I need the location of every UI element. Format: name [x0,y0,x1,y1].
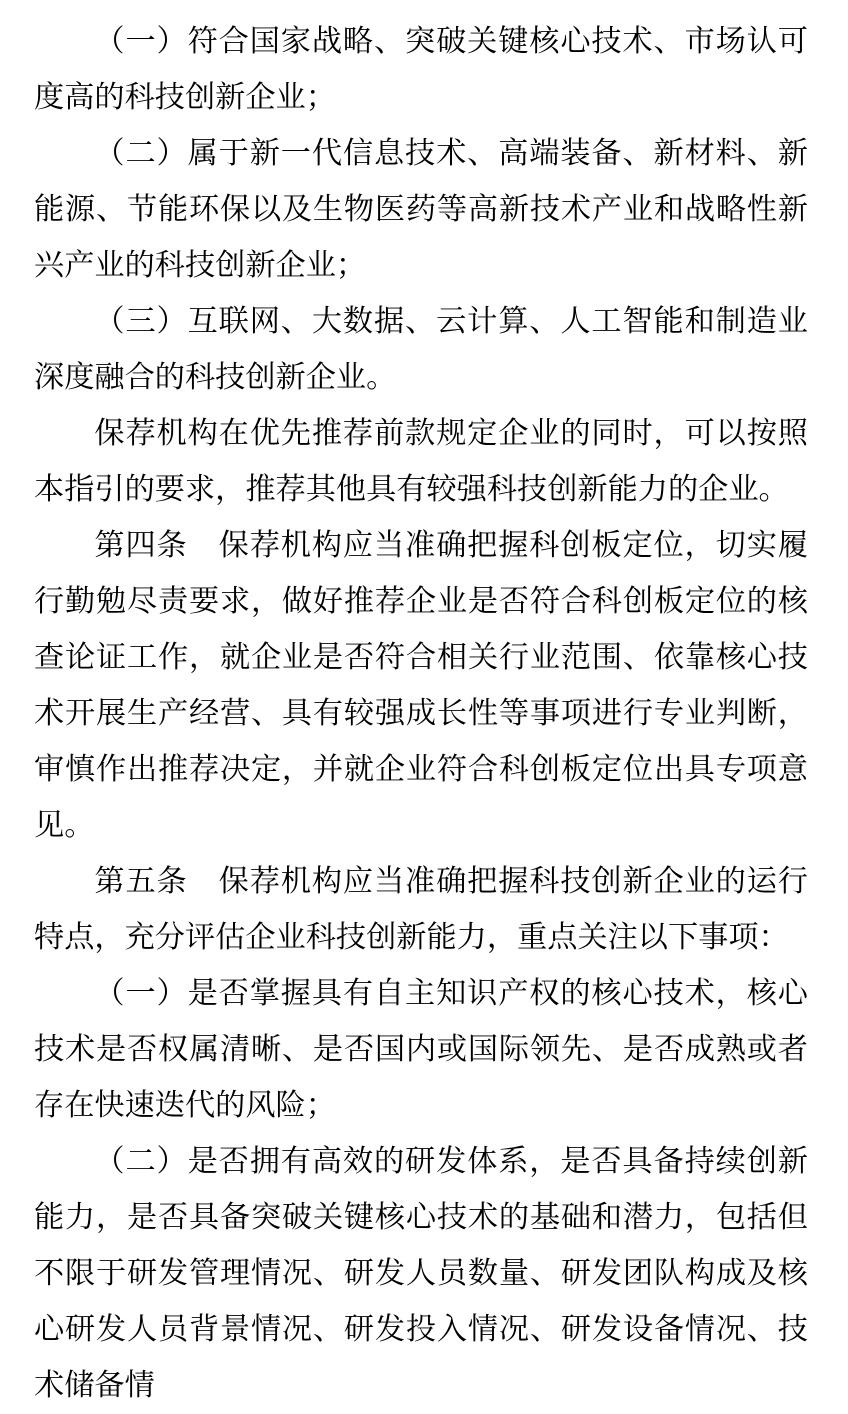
article-5-item-2: （二）是否拥有高效的研发体系，是否具备持续创新能力，是否具备突破关键核心技术的基础和潜力，包括但不限于研发管理情况、研发人员数量、研发团队构成及核心研发人员背景情况、研发投入情况、研发设备情况、技术储备情 [34,1144,808,1403]
paragraph-recommendation: 保荐机构在优先推荐前款规定企业的同时，可以按照本指引的要求，推荐其他具有较强科技创新能力的企业。 [34,416,808,507]
article-5: 第五条 保荐机构应当准确把握科技创新企业的运行特点，充分评估企业科技创新能力，重点关注以下事项： [34,864,808,955]
article-4: 第四条 保荐机构应当准确把握科创板定位，切实履行勤勉尽责要求，做好推荐企业是否符合科创板定位的核查论证工作，就企业是否符合相关行业范围、依靠核心技术开展生产经营、具有较强成长性等事项进行专业判断，审慎作出推荐决定，并就企业符合科创板定位出具专项意见。 [34,528,808,843]
paragraph-item-1: （一）符合国家战略、突破关键核心技术、市场认可度高的科技创新企业； [34,24,808,115]
paragraph-item-2: （二）属于新一代信息技术、高端装备、新材料、新能源、节能环保以及生物医药等高新技术产业和战略性新兴产业的科技创新企业； [34,136,808,283]
paragraph-item-3: （三）互联网、大数据、云计算、人工智能和制造业深度融合的科技创新企业。 [34,304,808,395]
article-5-item-1: （一）是否掌握具有自主知识产权的核心技术，核心技术是否权属清晰、是否国内或国际领先、是否成熟或者存在快速迭代的风险； [34,976,808,1123]
